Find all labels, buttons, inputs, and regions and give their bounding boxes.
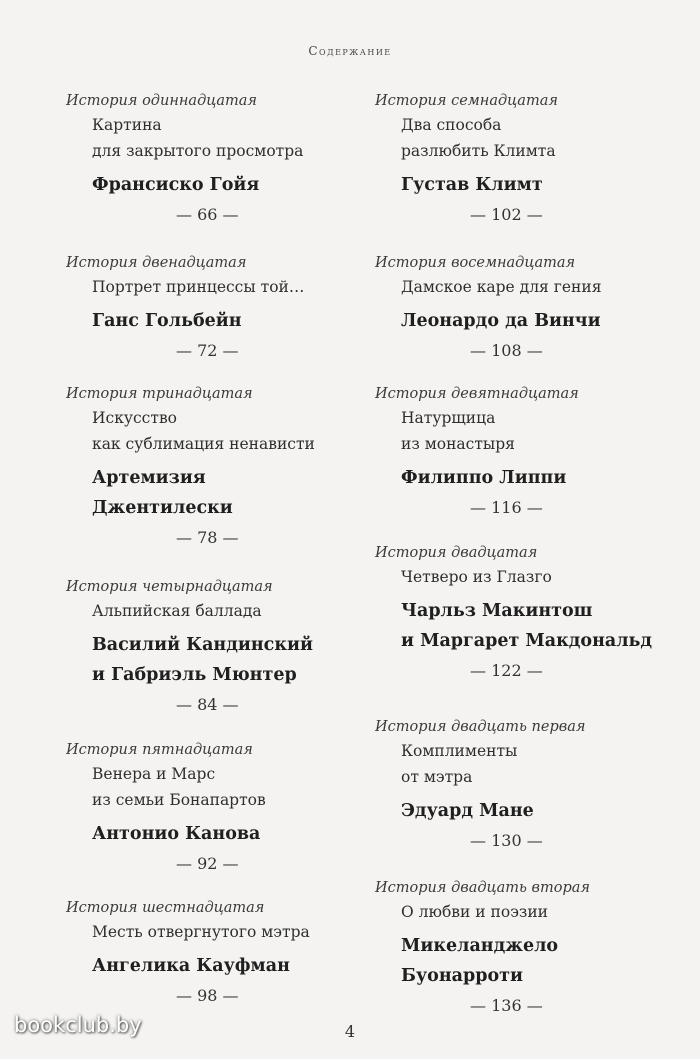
toc-entry <box>66 739 266 877</box>
artist-name: Эдуард Мане <box>401 801 534 821</box>
story-subtitle: Натурщица <box>401 409 496 427</box>
page-reference: — 92 — <box>176 854 239 873</box>
story-subtitle: Дамское каре для гения <box>401 278 602 296</box>
artist-name: Чарльз Макинтош <box>401 601 593 621</box>
artist-name: Антонио Канова <box>92 824 261 844</box>
story-subtitle: как сублимация ненависти <box>92 435 315 453</box>
story-label: История восемнадцатая <box>375 255 576 271</box>
artist-name: Франсиско Гойя <box>92 175 260 195</box>
artist-name: и Маргарет Макдональд <box>401 631 653 651</box>
page-reference: — 122 — <box>470 661 543 680</box>
story-subtitle: из монастыря <box>401 435 515 453</box>
story-subtitle: Месть отвергнутого мэтра <box>92 923 310 941</box>
story-subtitle: от мэтра <box>401 768 473 786</box>
artist-name: Микеланджело <box>401 936 559 956</box>
page-reference: — 72 — <box>176 341 239 360</box>
story-label: История шестнадцатая <box>66 900 265 916</box>
story-subtitle: из семьи Бонапартов <box>92 791 266 809</box>
page-reference: — 78 — <box>176 528 239 547</box>
story-label: История двадцатая <box>375 545 538 561</box>
page-reference: — 84 — <box>176 695 239 714</box>
story-label: История пятнадцатая <box>66 742 253 758</box>
artist-name: Буонарроти <box>401 966 523 986</box>
story-label: История двадцать вторая <box>375 880 591 896</box>
toc-entry <box>375 90 558 228</box>
toc-entry <box>375 383 579 521</box>
artist-name: Василий Кандинский <box>92 635 313 655</box>
page-reference: — 130 — <box>470 831 543 850</box>
artist-name: Леонардо да Винчи <box>401 311 601 331</box>
toc-entry <box>66 897 310 1009</box>
story-label: История семнадцатая <box>375 93 558 109</box>
artist-name: Артемизия <box>92 468 206 488</box>
artist-name: Джентилески <box>92 498 233 518</box>
story-subtitle: О любви и поэзии <box>401 903 549 921</box>
page-number: 4 <box>344 1022 356 1041</box>
toc-entry <box>375 252 601 364</box>
story-label: История двадцать первая <box>375 719 586 735</box>
story-subtitle: Альпийская баллада <box>92 602 262 620</box>
page-header: Содержание <box>308 44 392 58</box>
story-subtitle: Четверо из Глазго <box>401 568 552 586</box>
artist-name: Ганс Гольбейн <box>92 311 242 331</box>
story-label: История двенадцатая <box>66 255 247 271</box>
story-label: История одиннадцатая <box>66 93 258 109</box>
story-subtitle: Два способа <box>401 116 502 134</box>
artist-name: Филиппо Липпи <box>401 468 567 488</box>
page-reference: — 98 — <box>176 986 239 1005</box>
toc-entry <box>375 716 585 854</box>
page-reference: — 116 — <box>470 498 543 517</box>
toc-entry <box>375 542 652 684</box>
toc-entry <box>66 90 303 228</box>
story-label: История четырнадцатая <box>66 579 273 595</box>
artist-name: и Габриэль Мюнтер <box>92 665 297 685</box>
artist-name: Густав Климт <box>401 175 543 195</box>
watermark: bookclub.by <box>14 1013 142 1037</box>
page-reference: — 102 — <box>470 205 543 224</box>
story-subtitle: Портрет принцессы той… <box>92 278 305 296</box>
story-subtitle: Комплименты <box>401 742 518 760</box>
story-subtitle: для закрытого просмотра <box>92 142 304 160</box>
artist-name: Ангелика Кауфман <box>92 956 290 976</box>
toc-entry <box>66 576 313 718</box>
story-subtitle: Картина <box>92 116 162 134</box>
page-reference: — 108 — <box>470 341 543 360</box>
story-label: История тринадцатая <box>66 386 253 402</box>
story-label: История девятнадцатая <box>375 386 579 402</box>
page-reference: — 136 — <box>470 996 543 1015</box>
toc-entry <box>375 877 590 1019</box>
story-subtitle: Венера и Марс <box>92 765 216 783</box>
story-subtitle: разлюбить Климта <box>401 142 556 160</box>
toc-entry <box>66 383 315 551</box>
story-subtitle: Искусство <box>92 409 178 427</box>
toc-entry <box>66 252 304 364</box>
page-reference: — 66 — <box>176 205 239 224</box>
